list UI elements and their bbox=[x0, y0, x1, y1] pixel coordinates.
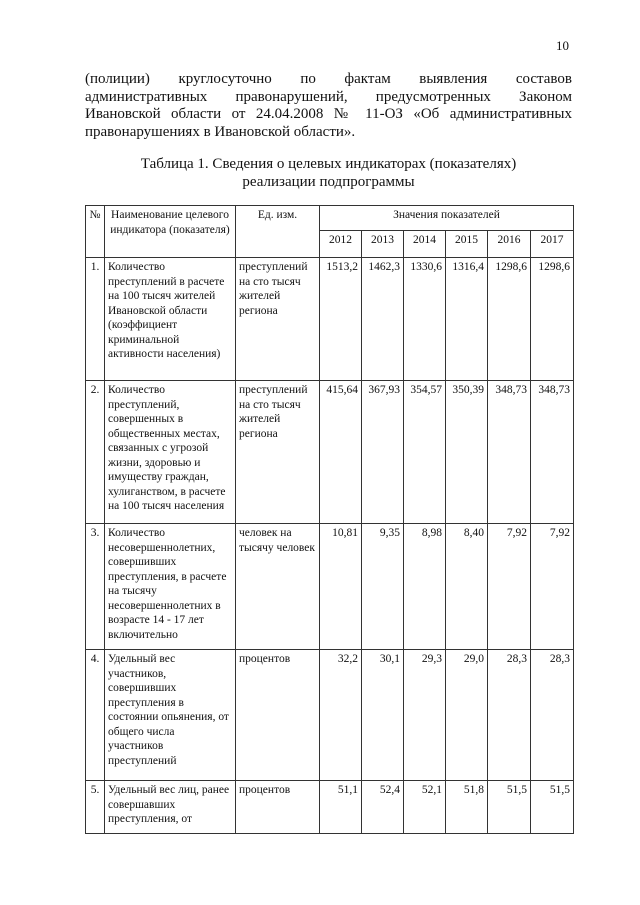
intro-line: Ивановской области от 24.04.2008 № 11-ОЗ «Об административных bbox=[85, 106, 572, 122]
indicator-value: 52,4 bbox=[362, 781, 404, 834]
indicator-value: 1316,4 bbox=[446, 258, 488, 381]
table-row bbox=[86, 781, 574, 834]
indicators-table bbox=[85, 205, 574, 834]
header-year: 2017 bbox=[531, 231, 574, 258]
table-row bbox=[86, 381, 574, 524]
indicator-unit: процентов bbox=[236, 781, 320, 834]
table-caption-line: реализации подпрограммы bbox=[242, 174, 415, 190]
indicator-value: 10,81 bbox=[320, 524, 362, 650]
row-number: 4. bbox=[86, 650, 105, 781]
table-row bbox=[86, 650, 574, 781]
indicator-value: 348,73 bbox=[488, 381, 531, 524]
table-row bbox=[86, 524, 574, 650]
indicator-value: 348,73 bbox=[531, 381, 574, 524]
header-year: 2013 bbox=[362, 231, 404, 258]
table-caption-line: Таблица 1. Сведения о целевых индикаторах (показателях) bbox=[140, 156, 517, 172]
row-number: 1. bbox=[86, 258, 105, 381]
indicator-value: 8,40 bbox=[446, 524, 488, 650]
indicator-unit: преступлений на сто тысяч жителей региона bbox=[236, 381, 320, 524]
intro-line: (полиции) круглосуточно по фактам выявления составов bbox=[85, 71, 572, 87]
page-number: 10 bbox=[556, 38, 569, 53]
indicator-name: Количество несовершеннолетних, совершивших преступления, в расчете на тысячу несовершеннолетних в возрасте 14 - 17 лет включительно bbox=[105, 524, 236, 650]
row-number: 5. bbox=[86, 781, 105, 834]
indicator-value: 51,1 bbox=[320, 781, 362, 834]
indicator-name: Количество преступлений, совершенных в общественных местах, связанных с угрозой жизни, здоровью и имуществу граждан, хулиганством, в расчете на 100 тысяч населения bbox=[105, 381, 236, 524]
row-number: 3. bbox=[86, 524, 105, 650]
indicator-value: 51,8 bbox=[446, 781, 488, 834]
header-row bbox=[86, 206, 574, 231]
indicator-value: 29,3 bbox=[404, 650, 446, 781]
table-caption bbox=[85, 155, 572, 191]
indicator-value: 7,92 bbox=[488, 524, 531, 650]
indicator-name: Количество преступлений в расчете на 100 тысяч жителей Ивановской области (коэффициент криминальной активности населения) bbox=[105, 258, 236, 381]
intro-line: правонарушениях в Ивановской области». bbox=[85, 123, 356, 140]
indicator-value: 52,1 bbox=[404, 781, 446, 834]
indicator-value: 1298,6 bbox=[531, 258, 574, 381]
indicator-value: 415,64 bbox=[320, 381, 362, 524]
indicator-name: Удельный вес лиц, ранее совершавших преступления, от bbox=[105, 781, 236, 834]
header-year: 2015 bbox=[446, 231, 488, 258]
header-num: № bbox=[86, 206, 105, 258]
indicator-value: 7,92 bbox=[531, 524, 574, 650]
indicator-value: 367,93 bbox=[362, 381, 404, 524]
header-name: Наименование целевого индикатора (показателя) bbox=[105, 206, 236, 258]
indicator-value: 32,2 bbox=[320, 650, 362, 781]
indicator-value: 28,3 bbox=[488, 650, 531, 781]
indicator-unit: процентов bbox=[236, 650, 320, 781]
indicator-unit: преступлений на сто тысяч жителей региона bbox=[236, 258, 320, 381]
header-year: 2012 bbox=[320, 231, 362, 258]
indicator-unit: человек на тысячу человек bbox=[236, 524, 320, 650]
intro-paragraph bbox=[85, 71, 572, 141]
row-number: 2. bbox=[86, 381, 105, 524]
indicator-value: 1513,2 bbox=[320, 258, 362, 381]
header-values: Значения показателей bbox=[320, 206, 574, 231]
indicator-value: 29,0 bbox=[446, 650, 488, 781]
indicator-value: 8,98 bbox=[404, 524, 446, 650]
header-year: 2014 bbox=[404, 231, 446, 258]
indicator-value: 1462,3 bbox=[362, 258, 404, 381]
indicator-value: 1298,6 bbox=[488, 258, 531, 381]
intro-line: административных правонарушений, предусмотренных Законом bbox=[85, 88, 572, 105]
indicator-value: 1330,6 bbox=[404, 258, 446, 381]
indicator-value: 51,5 bbox=[488, 781, 531, 834]
header-year: 2016 bbox=[488, 231, 531, 258]
indicator-value: 354,57 bbox=[404, 381, 446, 524]
indicator-value: 9,35 bbox=[362, 524, 404, 650]
indicator-value: 28,3 bbox=[531, 650, 574, 781]
table-row bbox=[86, 258, 574, 381]
header-unit: Ед. изм. bbox=[236, 206, 320, 258]
indicator-value: 51,5 bbox=[531, 781, 574, 834]
indicator-value: 30,1 bbox=[362, 650, 404, 781]
indicator-value: 350,39 bbox=[446, 381, 488, 524]
indicator-name: Удельный вес участников, совершивших преступления в состоянии опьянения, от общего числа участников преступлений bbox=[105, 650, 236, 781]
